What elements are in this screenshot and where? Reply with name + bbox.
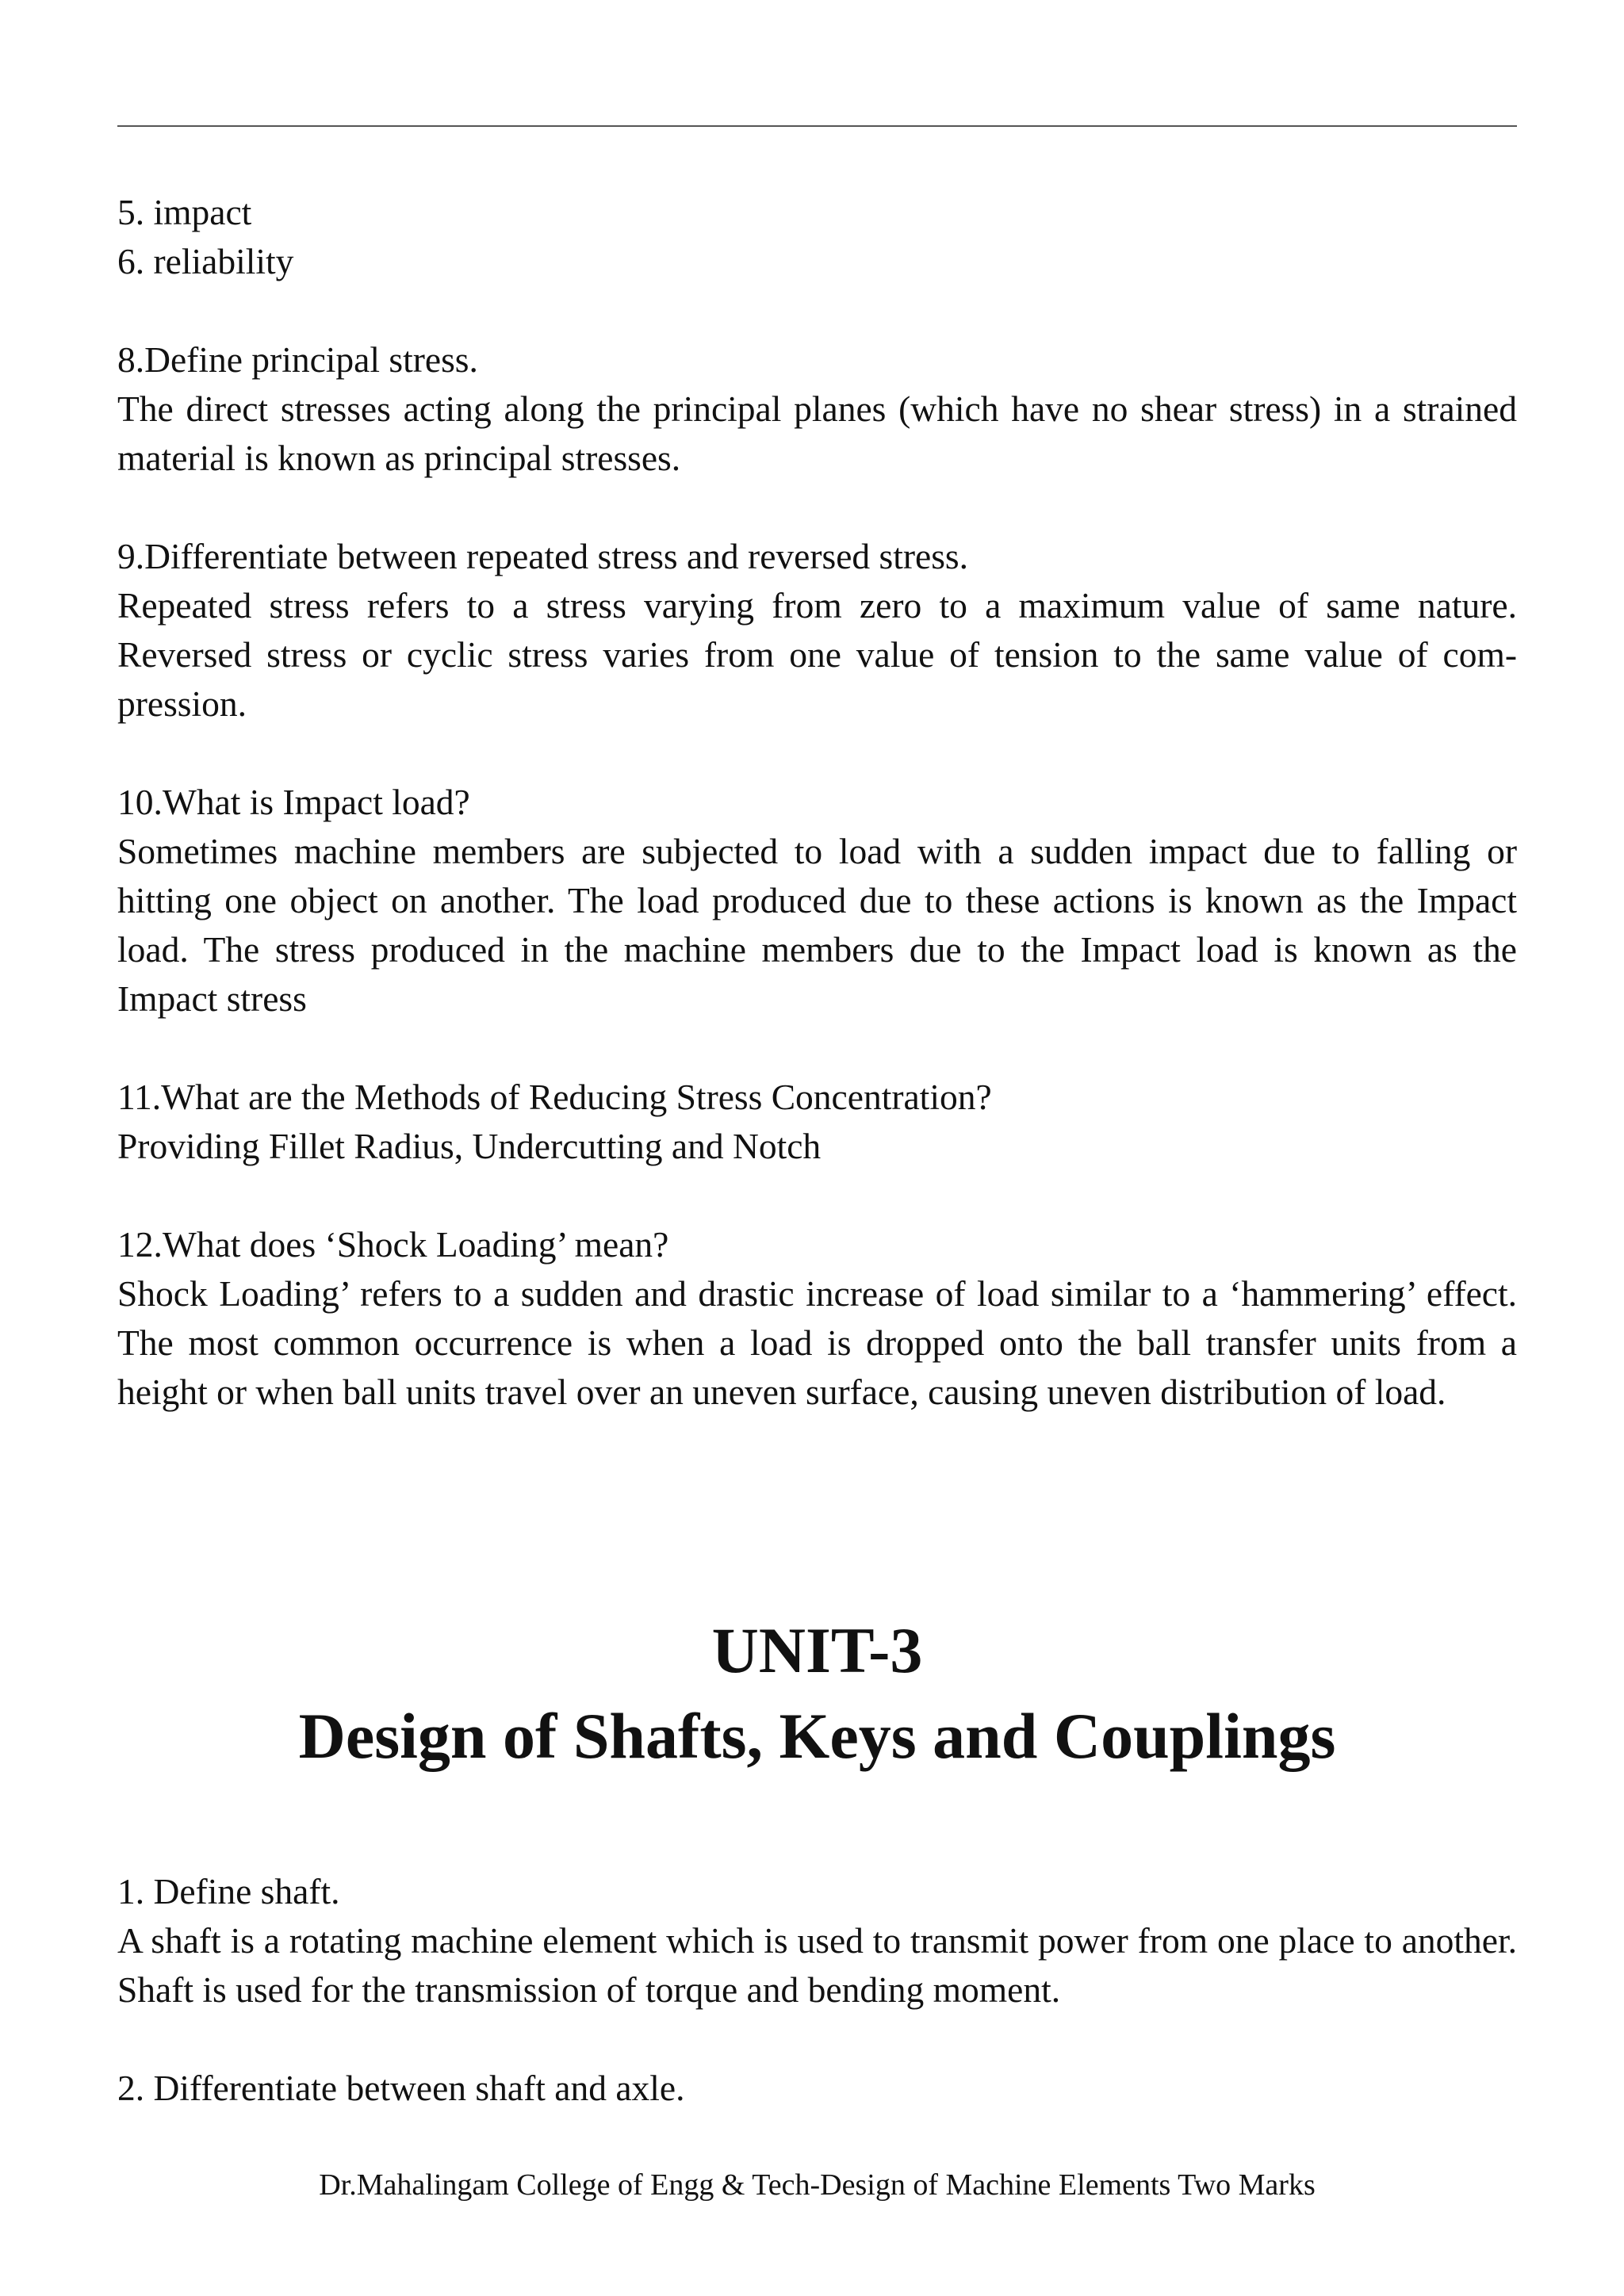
qa-item (117, 1073, 1517, 1171)
answer-text: A shaft is a rotating machine element which is used to transmit power from one place to another. Shaft is used for the transmission of torque and bending moment. (117, 1920, 1517, 2010)
list-item: 6. reliability (117, 241, 294, 281)
list-block (117, 188, 1517, 286)
answer-text: Providing Fillet Radius, Undercutting and Notch (117, 1126, 822, 1166)
question-text: 11.What are the Methods of Reducing Stress Concentration? (117, 1077, 992, 1117)
qa-item (117, 532, 1517, 729)
page-footer: Dr.Mahalingam College of Engg & Tech-Design of Machine Elements Two Marks (319, 2168, 1316, 2202)
header-rule (117, 125, 1517, 127)
answer-text: Repeated stress refers to a stress varying from zero to a maximum value of same nature. Reversed stress or cyclic stress varies from one value of tension to the same value of compression. (117, 585, 1517, 724)
question-text: 9.Differentiate between repeated stress and reversed stress. (117, 536, 969, 576)
document-body (117, 188, 1517, 1417)
question-text: 10.What is Impact load? (117, 782, 470, 822)
answer-text: Shock Loading’ refers to a sudden and drastic increase of load similar to a ‘hammering’ effect. The most common occurrence is when a load is dropped onto the ball transfer units from a height or when ball units travel over an uneven surface, causing uneven distribution of load. (117, 1273, 1517, 1412)
unit-title: Design of Shafts, Keys and Couplings (298, 1700, 1336, 1772)
unit-heading (117, 1608, 1517, 1779)
answer-text: Sometimes machine members are subjected to load with a sudden impact due to falling or hitting one object on another. The load produced due to these actions is known as the Impact load. The stress produced in the machine members due to the Impact load is known as the Impact stress (117, 831, 1517, 1019)
qa-item (117, 1220, 1517, 1417)
qa-item (117, 1867, 1517, 2015)
unit-number: UNIT-3 (711, 1614, 923, 1686)
qa-item (117, 335, 1517, 483)
question-text: 12.What does ‘Shock Loading’ mean? (117, 1224, 669, 1265)
question-text: 2. Differentiate between shaft and axle. (117, 2068, 685, 2108)
qa-item (117, 778, 1517, 1024)
answer-text: The direct stresses acting along the principal planes (which have no shear stress) in a strained material is known as principal stresses. (117, 388, 1517, 478)
question-text: 8.Define principal stress. (117, 339, 478, 380)
unit-body (117, 1867, 1517, 2113)
question-text: 1. Define shaft. (117, 1871, 340, 1911)
qa-item (117, 2064, 1517, 2113)
list-item: 5. impact (117, 192, 252, 232)
